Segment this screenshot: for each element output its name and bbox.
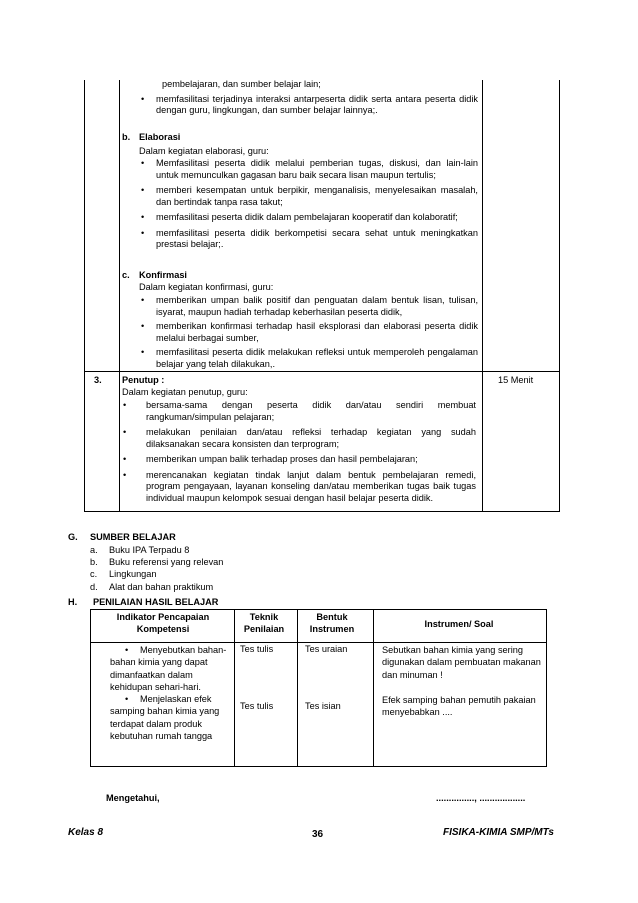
list-item: • Menjelaskan efek samping bahan kimia yang terdapat dalam produk kebutuhan rumah tangga (90, 693, 228, 742)
penutup-intro: Dalam kegiatan penutup, guru: (122, 387, 248, 397)
list-item: • memfasilitasi peserta didik berkompetisi secara sehat untuk meningkatkan prestasi belajar;. (136, 228, 478, 251)
row-2-soal: Efek samping bahan pemutih pakaian menyebabkan .... (382, 695, 536, 718)
continued-text: pembelajaran, dan sumber belajar lain; (162, 79, 321, 89)
list-item: c. Lingkungan (90, 569, 157, 580)
row-2-bentuk: Tes isian (305, 701, 341, 711)
section-h-letter: H. (68, 597, 78, 607)
list-item: • memberikan umpan balik terhadap proses dan hasil pembelajaran; (118, 454, 476, 466)
column-divider (482, 80, 483, 511)
list-item: • melakukan penilaian dan/atau refleksi terhadap kegiatan yang sudah dilaksanakan secara konsisten dan terprogram; (118, 427, 476, 450)
section-g-letter: G. (68, 532, 78, 542)
list-item: • memfasilitasi peserta didik dalam pembelajaran kooperatif dan kolaboratif; (136, 212, 478, 224)
list-item: • bersama-sama dengan peserta didik dan/atau sendiri membuat rangkuman/simpulan pelajaran; (118, 400, 476, 423)
footer-subject: FISIKA-KIMIA SMP/MTs (443, 827, 554, 838)
sumber-list (90, 544, 223, 593)
header-instrumen: Instrumen/ Soal (424, 619, 494, 629)
row-divider (85, 371, 559, 372)
column-divider (297, 610, 298, 766)
list-item: • memberikan konfirmasi terhadap hasil eksplorasi dan elaborasi peserta didik melalui berbagai sumber, (136, 321, 478, 344)
row-1-bentuk: Tes uraian (305, 644, 348, 654)
list-item: b. Buku referensi yang relevan (90, 557, 224, 568)
konfirmasi-intro: Dalam kegiatan konfirmasi, guru: (139, 282, 274, 292)
column-divider (234, 610, 235, 766)
section-g-title: SUMBER BELAJAR (90, 532, 176, 542)
list-item: • merencanakan kegiatan tindak lanjut dalam bentuk pembelajaran remedi, program pengayaan, layanan konseling dan/atau memberikan tugas baik tugas individual maupun kelompok sesuai dengan hasil belajar peserta didik. (118, 470, 476, 505)
elaborasi-letter: b. (122, 132, 131, 142)
signature-mengetahui: Mengetahui, (106, 793, 160, 803)
konfirmasi-heading: Konfirmasi (139, 270, 187, 280)
column-divider (373, 610, 374, 766)
page-number: 36 (312, 829, 324, 840)
penutup-time: 15 Menit (498, 375, 534, 385)
header-teknik: Teknik Penilaian (243, 612, 285, 634)
row-2-teknik: Tes tulis (240, 701, 274, 711)
row-1-soal: Sebutkan bahan kimia yang sering digunakan dalam pembuatan makanan dan minuman ! (382, 645, 541, 680)
list-item: a. Buku IPA Terpadu 8 (90, 545, 190, 555)
konfirmasi-letter: c. (122, 270, 130, 280)
row-1-teknik: Tes tulis (240, 644, 274, 654)
list-item: • memfasilitasi terjadinya interaksi antarpeserta didik serta antara peserta didik dengan guru, lingkungan, dan sumber belajar lainnya;. (136, 94, 478, 117)
footer-class: Kelas 8 (68, 827, 104, 838)
elaborasi-intro: Dalam kegiatan elaborasi, guru: (139, 146, 269, 156)
list-item: • Menyebutkan bahan-bahan kimia yang dapat dimanfaatkan dalam kehidupan sehari-hari. (90, 644, 228, 693)
section-h-title: PENILAIAN HASIL BELAJAR (93, 597, 219, 607)
list-item: d. Alat dan bahan praktikum (90, 581, 214, 592)
list-item: • Memfasilitasi peserta didik melalui pemberian tugas, diskusi, dan lain-lain untuk memunculkan gagasan baru baik secara lisan maupun tertulis; (136, 158, 478, 181)
penutup-list (118, 400, 476, 504)
header-bentuk: Bentuk Instrumen (309, 612, 355, 634)
list-item: • memberikan umpan balik positif dan penguatan dalam bentuk lisan, tulisan, isyarat, maupun hadiah terhadap keberhasilan peserta didik, (136, 295, 478, 318)
indicator-list (90, 644, 228, 742)
row-divider (91, 642, 546, 643)
header-indikator: Indikator Pencapaian Kompetensi (116, 612, 210, 634)
continued-list (136, 79, 478, 117)
elaborasi-heading: Elaborasi (139, 132, 181, 142)
list-item: • memfasilitasi peserta didik melakukan refleksi untuk memperoleh pengalaman belajar yang telah dilakukan,. (136, 347, 478, 370)
penutup-heading: Penutup : (122, 375, 165, 385)
elaborasi-list (136, 158, 478, 251)
list-item: • memberi kesempatan untuk berpikir, menganalisis, menyelesaikan masalah, dan bertindak tanpa rasa takut; (136, 185, 478, 208)
penutup-number: 3. (94, 375, 102, 385)
signature-date-placeholder: ..............., .................. (436, 793, 526, 803)
konfirmasi-list (136, 295, 478, 370)
